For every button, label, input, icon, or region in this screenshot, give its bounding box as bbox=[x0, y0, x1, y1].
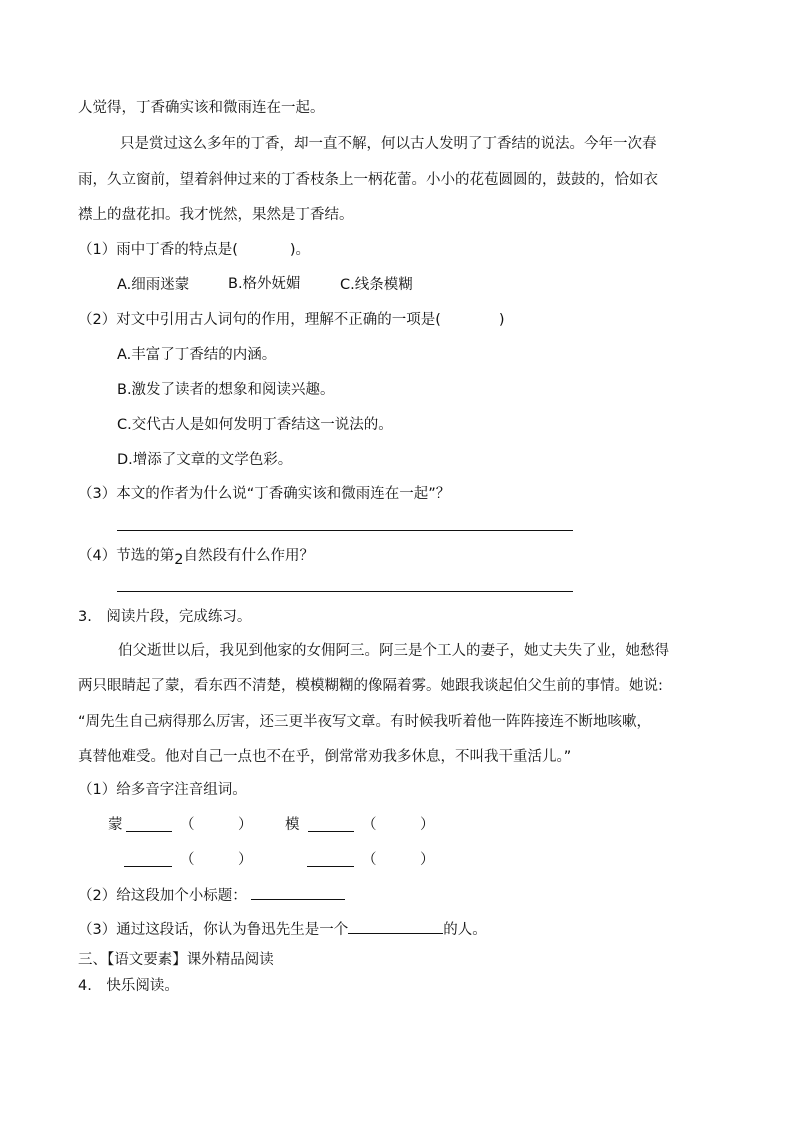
option-b: B.激发了读者的想象和阅读兴趣。 bbox=[117, 382, 335, 398]
section-4-title: 4. 快乐阅读。 bbox=[78, 978, 179, 994]
passage-line: “周先生自己病得那么厉害，还三更半夜写文章。有时候我听着他一阵阵接连不断地咳嗽， bbox=[78, 714, 652, 730]
option-c: C.线条模糊 bbox=[340, 277, 413, 293]
option-d: D.增添了文章的文学色彩。 bbox=[117, 452, 293, 468]
left-paren: （ bbox=[362, 852, 377, 868]
answer-line[interactable] bbox=[117, 591, 573, 592]
question-stem: （2）给这段加个小标题： bbox=[78, 888, 247, 904]
passage-line: 雨，久立窗前，望着斜伸过来的丁香枝条上一柄花蕾。小小的花苞圆圆的，鼓鼓的，恰如衣 bbox=[78, 172, 658, 188]
question-3-1: （1）给多音字注音组词。 bbox=[78, 782, 247, 798]
question-stem: （1）雨中丁香的特点是( bbox=[78, 242, 238, 258]
left-paren: （ bbox=[180, 852, 195, 868]
option-a: A.丰富了丁香结的内涵。 bbox=[117, 347, 277, 363]
right-paren: ） bbox=[420, 852, 435, 868]
word-blank[interactable] bbox=[126, 817, 172, 832]
word-blank[interactable] bbox=[307, 852, 354, 867]
word-blank[interactable] bbox=[124, 852, 172, 867]
question-2 bbox=[78, 310, 505, 330]
section-3-title: 3. 阅读片段，完成练习。 bbox=[78, 609, 252, 625]
answer-line[interactable] bbox=[117, 530, 573, 531]
question-stem-end: )。 bbox=[289, 242, 311, 258]
section-title: 三、【语文要素】课外精品阅读 bbox=[78, 952, 274, 968]
question-3: （3）本文的作者为什么说“丁香确实该和微雨连在一起”？ bbox=[78, 486, 451, 502]
passage-line: 襟上的盘花扣。我才恍然，果然是丁香结。 bbox=[78, 207, 354, 223]
passage-line: 只是赏过这么多年的丁香，却一直不解，何以古人发明了丁香结的说法。今年一次春 bbox=[120, 136, 657, 152]
question-stem: （2）对文中引用古人词句的作用，理解不正确的一项是( bbox=[78, 312, 441, 328]
option-c: C.交代古人是如何发明丁香结这一说法的。 bbox=[117, 417, 393, 433]
title-blank[interactable] bbox=[251, 885, 345, 900]
question-stem-end: 自然段有什么作用？ bbox=[183, 548, 314, 564]
question-4 bbox=[78, 546, 314, 566]
passage-line: 真替他难受。他对自己一点也不在乎，倒常常劝我多休息，不叫我干重活儿。” bbox=[78, 749, 572, 765]
question-stem: （4）节选的第 bbox=[78, 548, 175, 564]
paragraph-number: 2 bbox=[174, 552, 184, 568]
question-3-2 bbox=[78, 885, 345, 906]
passage-line: 伯父逝世以后，我见到他家的女佣阿三。阿三是个工人的妻子，她丈夫失了业，她愁得 bbox=[118, 643, 669, 659]
question-3-3 bbox=[78, 919, 487, 940]
left-paren: （ bbox=[362, 817, 377, 833]
passage-line: 人觉得，丁香确实该和微雨连在一起。 bbox=[78, 100, 325, 116]
question-1 bbox=[78, 240, 310, 260]
question-stem: （3）通过这段话，你认为鲁迅先生是一个 bbox=[78, 922, 349, 938]
option-a: A.细雨迷蒙 bbox=[117, 277, 190, 293]
question-stem-end: ) bbox=[498, 312, 505, 328]
right-paren: ） bbox=[420, 817, 435, 833]
polyphone-char-1: 蒙 bbox=[108, 817, 123, 833]
right-paren: ） bbox=[238, 817, 253, 833]
left-paren: （ bbox=[180, 817, 195, 833]
question-stem-end: 的人。 bbox=[443, 922, 487, 938]
answer-blank[interactable] bbox=[348, 919, 443, 934]
right-paren: ） bbox=[238, 852, 253, 868]
option-b: B.格外妩媚 bbox=[228, 276, 301, 292]
passage-line: 两只眼睛起了蒙，看东西不清楚，模模糊糊的像隔着雾。她跟我谈起伯父生前的事情。她说: bbox=[78, 678, 663, 694]
polyphone-char-2: 模 bbox=[285, 817, 300, 833]
word-blank[interactable] bbox=[308, 817, 354, 832]
